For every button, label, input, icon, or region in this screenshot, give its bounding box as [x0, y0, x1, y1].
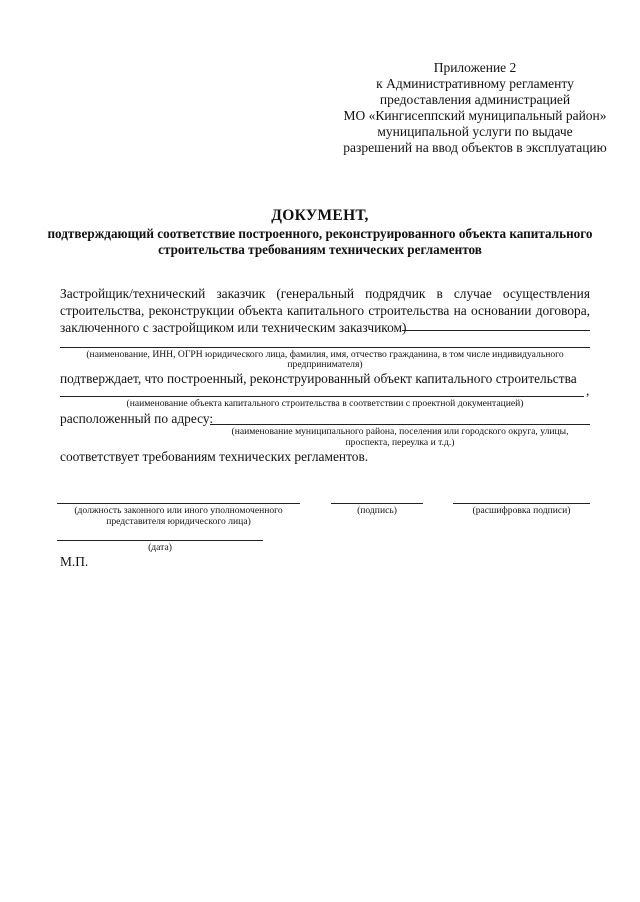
developer-paragraph-line-3: заключенного с застройщиком или техническим заказчиком) — [60, 320, 407, 335]
position-caption-line-1: (должность законного или иного уполномоченного — [74, 505, 283, 516]
date-field[interactable] — [57, 540, 263, 541]
signature-caption: (подпись) — [357, 505, 397, 516]
document-subtitle — [40, 226, 600, 258]
appendix-header — [330, 60, 620, 156]
address-caption-line-2: проспекта, переулка и т.д.) — [345, 437, 455, 448]
object-caption: (наименование объекта капитального строительства в соответствии с проектной документацией) — [126, 398, 524, 409]
object-comma: , — [586, 383, 590, 398]
developer-name-field[interactable] — [60, 347, 590, 348]
appendix-line: к Административному регламенту — [376, 76, 574, 91]
decoding-caption: (расшифровка подписи) — [472, 505, 571, 516]
developer-caption-line-2: предпринимателя) — [287, 359, 363, 370]
confirms-text: подтверждает, что построенный, реконструированный объект капитального строительства — [60, 371, 577, 386]
stamp-label: М.П. — [60, 554, 89, 569]
document-title: ДОКУМЕНТ, — [271, 207, 369, 224]
address-caption-line-1: (наименование муниципального района, поселения или городского округа, улицы, — [231, 426, 569, 437]
object-name-field[interactable] — [60, 396, 584, 397]
subtitle-line-1: подтверждающий соответствие построенного, реконструированного объекта капитального — [47, 226, 593, 241]
position-caption-line-2: представителя юридического лица) — [106, 516, 251, 527]
developer-caption-line-1: (наименование, ИНН, ОГРН юридического лица, фамилия, имя, отчество гражданина, в том числе индивидуального — [86, 349, 564, 360]
developer-inline-field[interactable] — [402, 330, 590, 331]
appendix-line: Приложение 2 — [433, 60, 517, 75]
appendix-line: разрешений на ввод объектов в эксплуатацию — [343, 140, 607, 155]
developer-paragraph-line-1: Застройщик/технический заказчик (генеральный подрядчик в случае осуществления — [60, 286, 590, 301]
subtitle-line-2: строительства требованиям технических регламентов — [158, 242, 482, 257]
complies-text: соответствует требованиям технических регламентов. — [60, 449, 369, 464]
appendix-line: предоставления администрацией — [379, 92, 571, 107]
address-field[interactable] — [210, 424, 590, 425]
developer-paragraph-line-2: строительства, реконструкции объекта капитального строительства на основании договора, — [60, 303, 590, 318]
decoding-field[interactable] — [453, 503, 590, 504]
position-field[interactable] — [57, 503, 300, 504]
signature-field[interactable] — [331, 503, 423, 504]
appendix-line: муниципальной услуги по выдаче — [377, 124, 573, 139]
address-label: расположенный по адресу: — [60, 411, 214, 426]
appendix-line: МО «Кингисеппский муниципальный район» — [343, 108, 607, 123]
date-caption: (дата) — [148, 542, 172, 553]
